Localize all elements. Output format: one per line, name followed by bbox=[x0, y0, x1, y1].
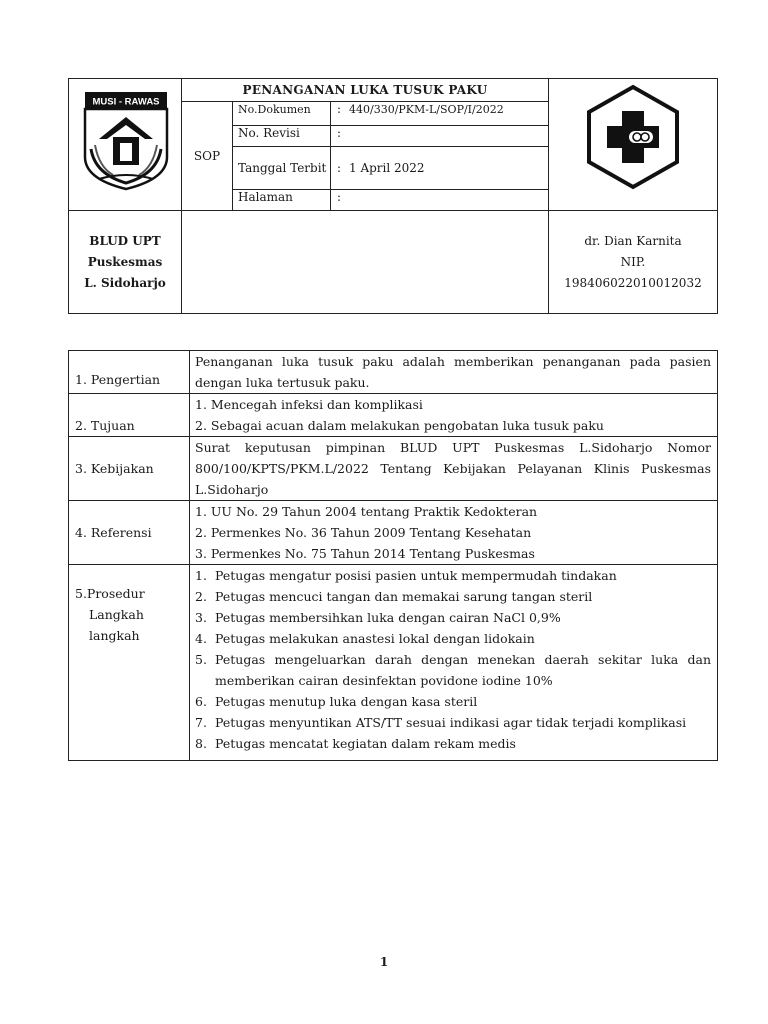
right-logo-cell bbox=[549, 79, 718, 211]
section-text-kebijakan: Surat keputusan pimpinan BLUD UPT Puskesmas L.Sidoharjo Nomor 800/100/KPTS/PKM.L/2022 Tentang Kebijakan Pelayanan Klinis Puskesmas L.Sidoharjo bbox=[190, 437, 718, 501]
section-list-referensi bbox=[190, 501, 718, 565]
sop-title: PENANGANAN LUKA TUSUK PAKU bbox=[182, 79, 549, 102]
list-item: 1. UU No. 29 Tahun 2004 tentang Praktik Kedokteran bbox=[195, 504, 538, 519]
step-item: 5. Petugas mengeluarkan darah dengan menekan daerah sekitar luka dan memberikan cairan desinfektan povidone iodine 10% bbox=[195, 652, 711, 688]
puskesmas-logo-icon bbox=[549, 79, 717, 207]
step-item: 3. Petugas membersihkan luka dengan cairan NaCl 0,9% bbox=[195, 610, 561, 625]
meta-value-halaman: : bbox=[331, 190, 549, 211]
list-item: 2. Sebagai acuan dalam melakukan pengobatan luka tusuk paku bbox=[195, 418, 604, 433]
section-label-pengertian: 1. Pengertian bbox=[69, 351, 190, 394]
sop-header-table bbox=[68, 78, 718, 314]
meta-key-no-revisi: No. Revisi bbox=[233, 126, 331, 147]
section-list-tujuan bbox=[190, 394, 718, 437]
meta-key-no-dokumen: No.Dokumen bbox=[233, 102, 331, 126]
step-item: 2. Petugas mencuci tangan dan memakai sarung tangan steril bbox=[195, 589, 593, 604]
step-item: 8. Petugas mencatat kegiatan dalam rekam medis bbox=[195, 736, 516, 751]
sop-content-table bbox=[68, 350, 718, 761]
step-item: 6. Petugas menutup luka dengan kasa steril bbox=[195, 694, 478, 709]
step-item: 7. Petugas menyuntikan ATS/TT sesuai indikasi agar tidak terjadi komplikasi bbox=[195, 715, 687, 730]
signer-nip: 198406022010012032 bbox=[564, 275, 702, 290]
section-label-prosedur: 5.Prosedur Langkah langkah bbox=[69, 565, 190, 761]
list-item: 1. Mencegah infeksi dan komplikasi bbox=[195, 397, 423, 412]
meta-value-no-dokumen: : 440/330/PKM-L/SOP/I/2022 bbox=[331, 102, 549, 126]
logo-caption: MUSI - RAWAS bbox=[92, 96, 160, 108]
empty-middle-cell bbox=[182, 211, 549, 314]
step-item: 4. Petugas melakukan anastesi lokal dengan lidokain bbox=[195, 631, 535, 646]
section-label-kebijakan: 3. Kebijakan bbox=[69, 437, 190, 501]
left-logo-cell bbox=[69, 79, 182, 211]
sop-label: SOP bbox=[182, 102, 233, 211]
organization-cell bbox=[69, 211, 182, 314]
signer-nip-label: NIP. bbox=[620, 254, 646, 269]
section-steps-prosedur bbox=[190, 565, 718, 761]
section-label-tujuan: 2. Tujuan bbox=[69, 394, 190, 437]
step-item: 1. Petugas mengatur posisi pasien untuk mempermudah tindakan bbox=[195, 568, 617, 583]
meta-key-tanggal-terbit: Tanggal Terbit bbox=[233, 147, 331, 190]
list-item: 3. Permenkes No. 75 Tahun 2014 Tentang Puskesmas bbox=[195, 546, 535, 561]
signer-name: dr. Dian Karnita bbox=[584, 233, 682, 248]
meta-key-halaman: Halaman bbox=[233, 190, 331, 211]
musi-rawas-logo-icon bbox=[69, 79, 181, 207]
org-line: Puskesmas bbox=[87, 254, 163, 269]
section-label-referensi: 4. Referensi bbox=[69, 501, 190, 565]
meta-value-no-revisi: : bbox=[331, 126, 549, 147]
signer-cell bbox=[549, 211, 718, 314]
org-line: L. Sidoharjo bbox=[84, 275, 166, 290]
org-line: BLUD UPT bbox=[89, 233, 161, 248]
page-number: 1 bbox=[379, 955, 389, 969]
section-text-pengertian: Penanganan luka tusuk paku adalah memberikan penanganan pada pasien dengan luka tertusuk paku. bbox=[190, 351, 718, 394]
list-item: 2. Permenkes No. 36 Tahun 2009 Tentang Kesehatan bbox=[195, 525, 532, 540]
meta-value-tanggal-terbit: : 1 April 2022 bbox=[331, 147, 549, 190]
